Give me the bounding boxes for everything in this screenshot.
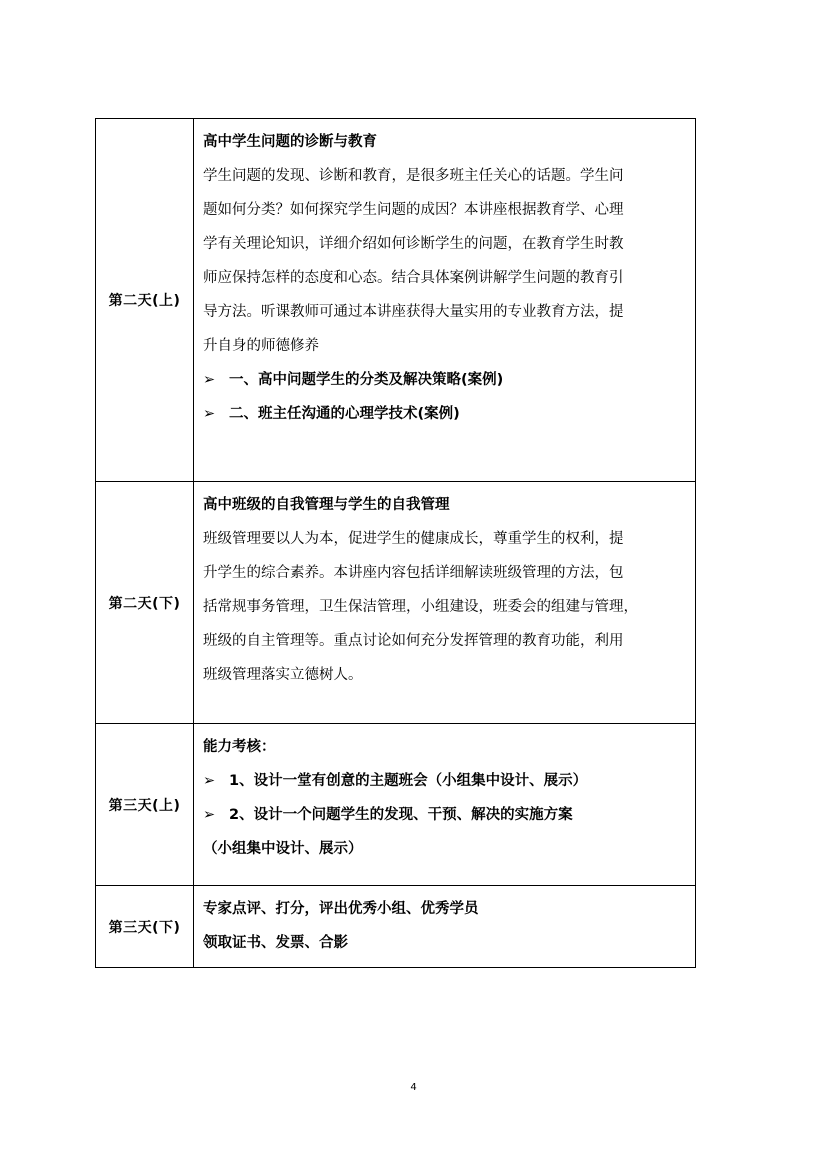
- page-number: 4: [410, 1082, 417, 1093]
- session-content: [194, 886, 696, 968]
- list-item-continuation: （小组集中设计、展示）: [203, 841, 363, 857]
- activity-line: 领取证书、发票、合影: [203, 935, 348, 951]
- schedule-table: [95, 118, 696, 968]
- list-item-text: 2、设计一个问题学生的发现、干预、解决的实施方案: [229, 807, 573, 823]
- arrow-bullet-icon: ➢: [203, 773, 216, 789]
- description-line: 学有关理论知识，详细介绍如何诊断学生的问题，在教育学生时教: [203, 236, 624, 252]
- table-row: [96, 886, 696, 968]
- arrow-bullet-icon: ➢: [203, 807, 216, 823]
- session-content: [194, 482, 696, 724]
- description-line: 班级管理落实立德树人。: [203, 667, 363, 683]
- list-item: [203, 764, 687, 798]
- description-line: 题如何分类？如何探究学生问题的成因？本讲座根据教育学、心理: [203, 202, 624, 218]
- list-item-text: 一、高中问题学生的分类及解决策略(案例): [229, 372, 504, 388]
- list-item: [203, 397, 687, 431]
- session-content: [194, 119, 696, 482]
- table-row: [96, 119, 696, 482]
- description-line: 升自身的师德修养: [203, 338, 319, 354]
- activity-line: 专家点评、打分，评出优秀小组、优秀学员: [203, 901, 479, 917]
- day-label: 第三天(下): [96, 886, 194, 968]
- list-item-text: 1、设计一堂有创意的主题班会（小组集中设计、展示）: [229, 773, 588, 789]
- arrow-bullet-icon: ➢: [203, 406, 216, 422]
- table-row: [96, 482, 696, 724]
- list-item-text: 二、班主任沟通的心理学技术(案例): [229, 406, 460, 422]
- description-line: 师应保持怎样的态度和心态。结合具体案例讲解学生问题的教育引: [203, 270, 624, 286]
- description-line: 学生问题的发现、诊断和教育，是很多班主任关心的话题。学生问: [203, 168, 624, 184]
- description-line: 导方法。听课教师可通过本讲座获得大量实用的专业教育方法，提: [203, 304, 624, 320]
- session-title: 能力考核：: [203, 739, 276, 755]
- description-line: 班级管理要以人为本，促进学生的健康成长，尊重学生的权利，提: [203, 531, 624, 547]
- description-line: 括常规事务管理，卫生保洁管理，小组建设，班委会的组建与管理，: [203, 599, 638, 615]
- list-item: [203, 363, 687, 397]
- session-title: 高中班级的自我管理与学生的自我管理: [203, 497, 450, 513]
- description-line: 班级的自主管理等。重点讨论如何充分发挥管理的教育功能，利用: [203, 633, 624, 649]
- arrow-bullet-icon: ➢: [203, 372, 216, 388]
- list-item: [203, 798, 687, 832]
- day-label: 第二天(上): [96, 119, 194, 482]
- session-content: [194, 724, 696, 886]
- day-label: 第二天(下): [96, 482, 194, 724]
- session-title: 高中学生问题的诊断与教育: [203, 134, 377, 150]
- table-row: [96, 724, 696, 886]
- description-line: 升学生的综合素养。本讲座内容包括详细解读班级管理的方法，包: [203, 565, 624, 581]
- day-label: 第三天(上): [96, 724, 194, 886]
